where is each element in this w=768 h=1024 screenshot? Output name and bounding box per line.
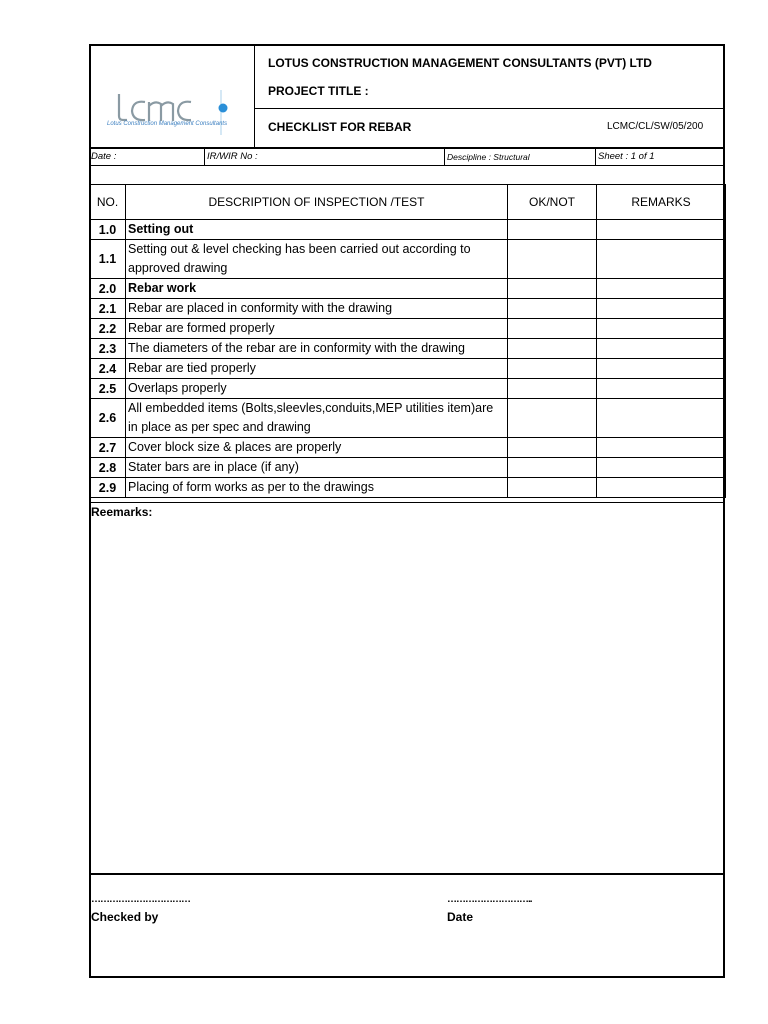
row-remarks-cell[interactable] <box>597 359 726 379</box>
row-description: Setting out <box>126 220 508 240</box>
date-dots: ……………………….. <box>447 894 532 905</box>
table-row <box>90 399 726 438</box>
row-number: 2.8 <box>90 458 126 478</box>
table-row <box>90 339 726 359</box>
row-ok-not-cell[interactable] <box>508 478 597 498</box>
header-divider-v <box>254 44 255 148</box>
row-remarks-cell[interactable] <box>597 438 726 458</box>
lcmc-logo-icon <box>115 90 240 135</box>
table-row <box>90 359 726 379</box>
date-label: Date <box>447 910 474 924</box>
sheet-field: Sheet : 1 of 1 <box>598 151 655 162</box>
col-header-remarks: REMARKS <box>597 185 726 220</box>
row-description: Stater bars are in place (if any) <box>126 458 508 478</box>
row-remarks-cell[interactable] <box>597 399 726 438</box>
info-divider-2 <box>444 148 445 165</box>
ir-wir-field-label: IR/WIR No : <box>207 151 258 162</box>
header-divider-h1 <box>254 108 725 109</box>
row-remarks-cell[interactable] <box>597 220 726 240</box>
table-row <box>90 220 726 240</box>
row-number: 2.7 <box>90 438 126 458</box>
row-ok-not-cell[interactable] <box>508 279 597 299</box>
row-ok-not-cell[interactable] <box>508 319 597 339</box>
row-description: The diameters of the rebar are in conformity with the drawing <box>126 339 508 359</box>
row-description: Rebar are tied properly <box>126 359 508 379</box>
checklist-title: CHECKLIST FOR REBAR <box>268 120 412 134</box>
row-number: 2.1 <box>90 299 126 319</box>
row-description: All embedded items (Bolts,sleevles,conduits,MEP utilities item)are in place as per spec and drawing <box>126 399 508 438</box>
row-ok-not-cell[interactable] <box>508 339 597 359</box>
project-title: PROJECT TITLE : <box>268 84 369 98</box>
table-row <box>90 379 726 399</box>
row-description: Overlaps properly <box>126 379 508 399</box>
row-description: Setting out & level checking has been carried out according to approved drawing <box>126 240 508 279</box>
checklist-table <box>89 184 726 498</box>
date-field-label: Date : <box>91 151 117 162</box>
row-number: 1.1 <box>90 240 126 279</box>
row-ok-not-cell[interactable] <box>508 359 597 379</box>
row-remarks-cell[interactable] <box>597 279 726 299</box>
doc-code: LCMC/CL/SW/05/200 <box>607 121 704 132</box>
discipline-field: Descipline : Structural <box>447 152 530 162</box>
row-number: 2.6 <box>90 399 126 438</box>
table-row <box>90 319 726 339</box>
row-number: 1.0 <box>90 220 126 240</box>
info-divider-1 <box>204 148 205 165</box>
row-remarks-cell[interactable] <box>597 240 726 279</box>
remarks-area[interactable] <box>92 520 722 870</box>
row-ok-not-cell[interactable] <box>508 220 597 240</box>
table-row <box>90 478 726 498</box>
logo-subtext: Lotus Construction Management Consultants <box>107 121 228 127</box>
col-header-ok-not: OK/NOT <box>508 185 597 220</box>
row-ok-not-cell[interactable] <box>508 438 597 458</box>
row-remarks-cell[interactable] <box>597 379 726 399</box>
table-row <box>90 279 726 299</box>
table-row <box>90 438 726 458</box>
remarks-top-line <box>89 502 725 503</box>
row-description: Rebar are placed in conformity with the drawing <box>126 299 508 319</box>
table-row <box>90 458 726 478</box>
info-row-bottom <box>89 165 725 166</box>
table-header-row <box>90 185 726 220</box>
row-remarks-cell[interactable] <box>597 299 726 319</box>
row-description: Cover block size & places are properly <box>126 438 508 458</box>
row-number: 2.4 <box>90 359 126 379</box>
checked-by-label: Checked by <box>91 910 159 924</box>
row-ok-not-cell[interactable] <box>508 240 597 279</box>
remarks-label: Reemarks: <box>91 505 153 519</box>
col-header-description: DESCRIPTION OF INSPECTION /TEST <box>126 185 508 220</box>
row-ok-not-cell[interactable] <box>508 399 597 438</box>
col-header-no: NO. <box>90 185 126 220</box>
row-description: Rebar are formed properly <box>126 319 508 339</box>
row-number: 2.0 <box>90 279 126 299</box>
company-logo <box>107 90 240 140</box>
row-remarks-cell[interactable] <box>597 339 726 359</box>
row-ok-not-cell[interactable] <box>508 299 597 319</box>
row-number: 2.5 <box>90 379 126 399</box>
footer-top-line <box>89 873 725 875</box>
row-number: 2.2 <box>90 319 126 339</box>
checked-by-dots: …………………………… <box>91 894 190 905</box>
table-row <box>90 299 726 319</box>
table-row <box>90 240 726 279</box>
row-description: Placing of form works as per to the drawings <box>126 478 508 498</box>
row-description: Rebar work <box>126 279 508 299</box>
row-number: 2.9 <box>90 478 126 498</box>
row-number: 2.3 <box>90 339 126 359</box>
header-divider-h2 <box>89 147 725 149</box>
row-remarks-cell[interactable] <box>597 478 726 498</box>
info-divider-3 <box>595 148 596 165</box>
row-ok-not-cell[interactable] <box>508 379 597 399</box>
company-name: LOTUS CONSTRUCTION MANAGEMENT CONSULTANTS (PVT) LTD <box>268 56 652 70</box>
row-remarks-cell[interactable] <box>597 458 726 478</box>
row-ok-not-cell[interactable] <box>508 458 597 478</box>
row-remarks-cell[interactable] <box>597 319 726 339</box>
